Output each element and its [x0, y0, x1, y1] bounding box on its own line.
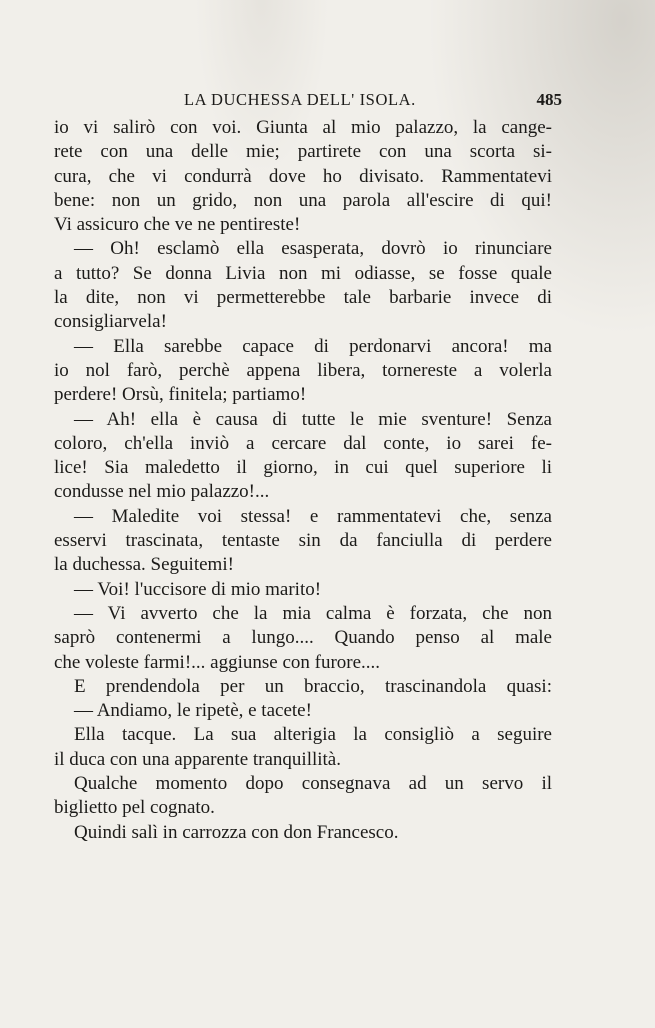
text-line: — Voi! l'uccisore di mio marito!: [74, 578, 322, 600]
text-line: bene: non un grido, non una parola all'escire di qui!: [54, 189, 552, 211]
text-line: consigliarvela!: [54, 311, 167, 333]
text-line: il duca con una apparente tranquillità.: [54, 748, 341, 770]
text-line: coloro, ch'ella inviò a cercare dal conte, io sarei fe-: [54, 432, 552, 454]
text-line: la dite, non vi permetterebbe tale barbarie invece di: [54, 287, 552, 309]
text-line: Qualche momento dopo consegnava ad un servo il: [74, 773, 552, 795]
running-header: [54, 88, 562, 112]
text-line: condusse nel mio palazzo!...: [54, 481, 270, 503]
text-line: la duchessa. Seguitemi!: [54, 554, 234, 576]
page-number: 485: [536, 90, 562, 109]
text-line: — Ah! ella è causa di tutte le mie sventure! Senza: [74, 408, 552, 430]
text-line: Ella tacque. La sua alterigia la consigliò a seguire: [74, 724, 552, 746]
text-line: biglietto pel cognato.: [54, 797, 215, 819]
text-line: rete con una delle mie; partirete con una scorta si-: [54, 141, 552, 163]
text-line: che voleste farmi!... aggiunse con furore....: [54, 651, 381, 673]
text-line: — Maledite voi stessa! e rammentatevi che, senza: [74, 505, 552, 527]
text-line: io nol farò, perchè appena libera, tornereste a volerla: [54, 359, 552, 381]
text-line: perdere! Orsù, finitela; partiamo!: [54, 384, 307, 406]
text-line: esservi trascinata, tentaste sin da fanciulla di perdere: [54, 530, 552, 552]
body-text: [54, 116, 552, 845]
text-line: lice! Sia maledetto il giorno, in cui quel superiore li: [54, 457, 552, 479]
text-line: — Vi avverto che la mia calma è forzata, che non: [74, 602, 552, 624]
text-line: cura, che vi condurrà dove ho divisato. Rammentatevi: [54, 165, 552, 187]
text-line: E prendendola per un braccio, trascinandola quasi:: [74, 675, 552, 697]
text-line: Vi assicuro che ve ne pentireste!: [54, 214, 301, 236]
text-line: io vi salirò con voi. Giunta al mio palazzo, la cange-: [54, 117, 552, 138]
text-line: — Ella sarebbe capace di perdonarvi ancora! ma: [74, 335, 552, 357]
text-line: Quindi salì in carrozza con don Francesco.: [74, 821, 399, 843]
text-line: saprò contenermi a lungo.... Quando penso al male: [54, 627, 552, 649]
text-line: — Andiamo, le ripetè, e tacete!: [74, 700, 312, 722]
text-line: — Oh! esclamò ella esasperata, dovrò io rinunciare: [74, 238, 552, 260]
text-line: a tutto? Se donna Livia non mi odiasse, se fosse quale: [54, 262, 552, 284]
header-title: LA DUCHESSA DELL' ISOLA.: [184, 90, 416, 109]
